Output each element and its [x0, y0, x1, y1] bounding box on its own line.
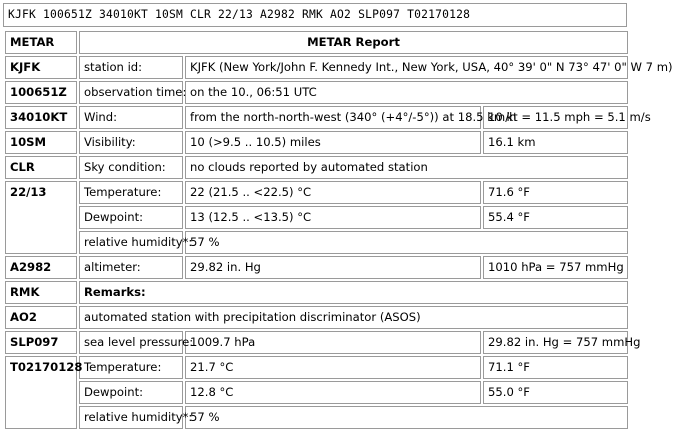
value-wind-alt: 10 kt = 11.5 mph = 5.1 m/s [483, 106, 628, 129]
value-dewpoint-alt: 55.4 °F [483, 206, 628, 229]
table-row-remarks [5, 281, 628, 304]
value-precise-dewpoint-alt: 55.0 °F [483, 381, 628, 404]
code-visibility: 10SM [5, 131, 77, 154]
value-temperature: 22 (21.5 .. <22.5) °C [185, 181, 481, 204]
code-ao2: AO2 [5, 306, 77, 329]
label-altimeter: altimeter: [79, 256, 183, 279]
table-row-slp [5, 331, 628, 354]
table-row-station [5, 56, 628, 79]
value-precise-temperature-alt: 71.1 °F [483, 356, 628, 379]
label-wind: Wind: [79, 106, 183, 129]
label-precise-temperature: Temperature: [79, 356, 183, 379]
table-row-humidity [5, 231, 628, 254]
code-precise-temperature: T02170128 [5, 356, 77, 429]
value-observation-time: on the 10., 06:51 UTC [185, 81, 628, 104]
code-time: 100651Z [5, 81, 77, 104]
value-precise-dewpoint: 12.8 °C [185, 381, 481, 404]
value-sea-level-pressure-alt: 29.82 in. Hg = 757 mmHg [483, 331, 628, 354]
value-precise-temperature: 21.7 °C [185, 356, 481, 379]
table-row-visibility [5, 131, 628, 154]
table-row-precise-temperature [5, 356, 628, 379]
table-row-wind [5, 106, 628, 129]
header-metar-report: METAR Report [79, 31, 628, 54]
label-sea-level-pressure: sea level pressure: [79, 331, 183, 354]
table-row-altimeter [5, 256, 628, 279]
value-visibility: 10 (>9.5 .. 10.5) miles [185, 131, 481, 154]
code-remarks: RMK [5, 281, 77, 304]
label-remarks: Remarks: [79, 281, 628, 304]
table-row-ao2 [5, 306, 628, 329]
value-temperature-alt: 71.6 °F [483, 181, 628, 204]
raw-metar-string: KJFK 100651Z 34010KT 10SM CLR 22/13 A2982 RMK AO2 SLP097 T02170128 [3, 3, 627, 27]
label-sky-condition: Sky condition: [79, 156, 183, 179]
table-header-row [5, 31, 628, 54]
label-temperature: Temperature: [79, 181, 183, 204]
table-row-sky [5, 156, 628, 179]
value-station-id: KJFK (New York/John F. Kennedy Int., New York, USA, 40° 39' 0" N 73° 47' 0" W 7 m) [185, 56, 628, 79]
table-row-precise-humidity [5, 406, 628, 429]
value-altimeter-alt: 1010 hPa = 757 mmHg [483, 256, 628, 279]
table-row-dewpoint [5, 206, 628, 229]
code-slp: SLP097 [5, 331, 77, 354]
value-precise-relative-humidity: 57 % [185, 406, 628, 429]
label-dewpoint: Dewpoint: [79, 206, 183, 229]
code-wind: 34010KT [5, 106, 77, 129]
label-station-id: station id: [79, 56, 183, 79]
label-visibility: Visibility: [79, 131, 183, 154]
value-sea-level-pressure: 1009.7 hPa [185, 331, 481, 354]
label-precise-relative-humidity: relative humidity*: [79, 406, 183, 429]
code-temperature: 22/13 [5, 181, 77, 254]
value-dewpoint: 13 (12.5 .. <13.5) °C [185, 206, 481, 229]
table-row-precise-dewpoint [5, 381, 628, 404]
value-ao2: automated station with precipitation discriminator (ASOS) [79, 306, 628, 329]
metar-report-table [3, 29, 673, 431]
value-wind: from the north-north-west (340° (+4°/-5°)) at 18.5 km/h [185, 106, 481, 129]
label-relative-humidity: relative humidity*: [79, 231, 183, 254]
value-relative-humidity: 57 % [185, 231, 628, 254]
value-sky-condition: no clouds reported by automated station [185, 156, 628, 179]
value-visibility-alt: 16.1 km [483, 131, 628, 154]
label-observation-time: observation time: [79, 81, 183, 104]
header-metar: METAR [5, 31, 77, 54]
code-sky: CLR [5, 156, 77, 179]
label-precise-dewpoint: Dewpoint: [79, 381, 183, 404]
table-row-temperature [5, 181, 628, 204]
code-station: KJFK [5, 56, 77, 79]
value-altimeter: 29.82 in. Hg [185, 256, 481, 279]
table-row-time [5, 81, 628, 104]
code-altimeter: A2982 [5, 256, 77, 279]
